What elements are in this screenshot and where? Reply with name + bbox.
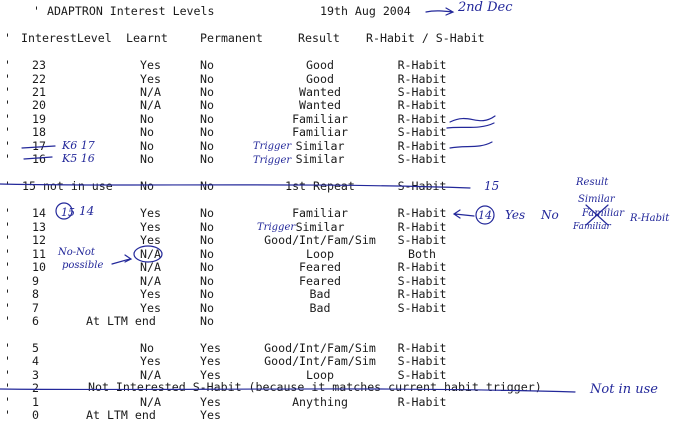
row-16-permanent: No: [200, 152, 214, 166]
row-2-tick: ': [4, 381, 11, 395]
row-14-tick: ': [4, 206, 11, 220]
row-23-habit: R-Habit: [397, 58, 447, 72]
row19-scribble: [450, 116, 495, 122]
row-8-habit: R-Habit: [397, 287, 447, 301]
handwritten-familiar: Familiar: [573, 222, 611, 232]
row-16-tick: ': [4, 152, 11, 166]
handwritten-rhabit: R-Habit: [630, 213, 670, 224]
row-7-habit: S-Habit: [397, 301, 447, 315]
row-22-tick: ': [4, 72, 11, 86]
row-0-interest-level: 0: [32, 408, 39, 422]
row-18-result: Familiar: [292, 125, 348, 139]
row-5-learnt: No: [140, 341, 154, 355]
document-title: ' ADAPTRON Interest Levels: [33, 4, 215, 18]
row-22-permanent: No: [200, 72, 214, 86]
row-9-result: Feared: [299, 274, 341, 288]
row-13-tick: ': [4, 220, 11, 234]
row-18-tick: ': [4, 125, 11, 139]
row-17-interest-level: 17: [32, 139, 46, 153]
row-10-tick: ': [4, 260, 11, 274]
handwritten-trigger-13: Trigger: [257, 222, 296, 233]
row-13-result: Similar: [295, 220, 345, 234]
row-22-learnt: Yes: [140, 72, 161, 86]
row-14-permanent: No: [200, 206, 214, 220]
row-15-habit: S-Habit: [397, 179, 447, 193]
handwritten-row14-14: 14: [79, 204, 95, 218]
row-16-habit: S-Habit: [397, 152, 447, 166]
row-9-habit: S-Habit: [397, 274, 447, 288]
row-9-interest-level: 9: [32, 274, 39, 288]
row-3-interest-level: 3: [32, 368, 39, 382]
header-tick: ': [4, 31, 11, 45]
row-10-learnt: N/A: [140, 260, 161, 274]
row-12-permanent: No: [200, 233, 214, 247]
row-11-habit: Both: [408, 247, 436, 261]
row-10-permanent: No: [200, 260, 214, 274]
row-10-interest-level: 10: [32, 260, 46, 274]
row-4-tick: ': [4, 354, 11, 368]
row-12-tick: ': [4, 233, 11, 247]
row-3-learnt: N/A: [140, 368, 161, 382]
handwritten-trigger-16: Trigger: [253, 155, 292, 166]
row-8-result: Bad: [309, 287, 331, 301]
row-10-habit: R-Habit: [397, 260, 447, 274]
row-12-result: Good/Int/Fam/Sim: [264, 233, 376, 247]
header-result: Result: [298, 31, 340, 45]
row-21-tick: ': [4, 85, 11, 99]
row-11-learnt: N/A: [140, 247, 161, 261]
row-14-learnt: Yes: [140, 206, 161, 220]
row-14-interest-level: 14: [32, 206, 46, 220]
row-8-tick: ': [4, 287, 11, 301]
row-13-learnt: Yes: [140, 220, 161, 234]
arrow-to-row14: [454, 210, 474, 218]
row-17-result: Similar: [295, 139, 345, 153]
handwritten-result: Result: [576, 177, 609, 188]
row-16-interest-level: 16: [32, 152, 46, 166]
row-6-learnt: At LTM end: [86, 314, 156, 328]
row-19-learnt: No: [140, 112, 154, 126]
row-21-habit: S-Habit: [397, 85, 447, 99]
row-17-habit: R-Habit: [397, 139, 447, 153]
row-19-interest-level: 19: [32, 112, 46, 126]
row-4-interest-level: 4: [32, 354, 39, 368]
row-8-interest-level: 8: [32, 287, 39, 301]
row-13-habit: R-Habit: [397, 220, 447, 234]
handwritten-row17: K6 17: [62, 139, 95, 152]
row-9-learnt: N/A: [140, 274, 161, 288]
row-7-learnt: Yes: [140, 301, 161, 315]
row-3-permanent: Yes: [200, 368, 221, 382]
row-0-learnt: At LTM end: [86, 408, 156, 422]
row-20-result: Wanted: [299, 98, 341, 112]
arrow-to-2nd-dec: [426, 8, 453, 15]
row-3-habit: S-Habit: [397, 368, 447, 382]
row-4-permanent: Yes: [200, 354, 221, 368]
row-3-result: Loop: [306, 368, 334, 382]
row-2-interest-level: 2: [32, 381, 39, 395]
row-9-tick: ': [4, 274, 11, 288]
row-20-learnt: N/A: [140, 98, 161, 112]
handwritten-trigger-17: Trigger: [253, 141, 292, 152]
row-10-result: Feared: [299, 260, 341, 274]
row-18-habit: S-Habit: [397, 125, 447, 139]
row-15-learnt: No: [140, 179, 154, 193]
row-8-permanent: No: [200, 287, 214, 301]
row-19-habit: R-Habit: [397, 112, 447, 126]
row-17-permanent: No: [200, 139, 214, 153]
row-15-tick: ': [4, 179, 11, 193]
row-1-permanent: Yes: [200, 395, 221, 409]
row-18-learnt: No: [140, 125, 154, 139]
row-12-habit: S-Habit: [397, 233, 447, 247]
row-22-habit: R-Habit: [397, 72, 447, 86]
handwritten-row15: 15: [484, 179, 500, 193]
row-18-interest-level: 18: [32, 125, 46, 139]
row18-scribble: [447, 123, 494, 128]
row-14-result: Familiar: [292, 206, 348, 220]
row-13-permanent: No: [200, 220, 214, 234]
row-21-learnt: N/A: [140, 85, 161, 99]
row-7-tick: ': [4, 301, 11, 315]
row-1-interest-level: 1: [32, 395, 39, 409]
row-22-result: Good: [306, 72, 334, 86]
row-12-interest-level: 12: [32, 233, 46, 247]
row-11-interest-level: 11: [32, 247, 46, 261]
row-8-learnt: Yes: [140, 287, 161, 301]
header-interest-level: InterestLevel: [21, 31, 112, 45]
row-22-interest-level: 22: [32, 72, 46, 86]
handwritten-row14-15: 15: [61, 206, 75, 219]
row-1-learnt: N/A: [140, 395, 161, 409]
row-11-tick: ': [4, 247, 11, 261]
row-5-habit: R-Habit: [397, 341, 447, 355]
row-21-interest-level: 21: [32, 85, 46, 99]
row-18-permanent: No: [200, 125, 214, 139]
header-permanent: Permanent: [200, 31, 263, 45]
row-4-result: Good/Int/Fam/Sim: [264, 354, 376, 368]
handwritten-circled-14: 14: [478, 209, 492, 222]
handwritten-row16: K5 16: [62, 152, 95, 165]
handwritten-possible: possible: [62, 260, 104, 271]
row-4-learnt: Yes: [140, 354, 161, 368]
handwritten-yes: Yes: [505, 208, 526, 222]
row-13-interest-level: 13: [32, 220, 46, 234]
row-5-interest-level: 5: [32, 341, 39, 355]
row-14-habit: R-Habit: [397, 206, 447, 220]
header-habit: R-Habit / S-Habit: [366, 31, 485, 45]
row-0-permanent: Yes: [200, 408, 221, 422]
row-17-learnt: No: [140, 139, 154, 153]
row-1-tick: ': [4, 395, 11, 409]
row-19-tick: ': [4, 112, 11, 126]
document-date: 19th Aug 2004: [320, 4, 411, 18]
handwritten-similar: Similar: [578, 194, 615, 205]
row-16-learnt: No: [140, 152, 154, 166]
row-2-note: Not Interested S-Habit (because it matches current habit trigger): [88, 380, 542, 394]
row-12-learnt: Yes: [140, 233, 161, 247]
row-5-tick: ': [4, 341, 11, 355]
row-23-permanent: No: [200, 58, 214, 72]
row-9-permanent: No: [200, 274, 214, 288]
row16-scribble: [450, 142, 492, 148]
row-20-habit: R-Habit: [397, 98, 447, 112]
row-23-learnt: Yes: [140, 58, 161, 72]
row-6-tick: ': [4, 314, 11, 328]
row-5-result: Good/Int/Fam/Sim: [264, 341, 376, 355]
header-learnt: Learnt: [126, 31, 168, 45]
row-3-tick: ': [4, 368, 11, 382]
row-23-result: Good: [306, 58, 334, 72]
row-1-result: Anything: [292, 395, 348, 409]
row-11-result: Loop: [306, 247, 334, 261]
row-21-result: Wanted: [299, 85, 341, 99]
handwritten-not-in-use: Not in use: [590, 382, 658, 397]
row-11-permanent: No: [200, 247, 214, 261]
row-23-interest-level: 23: [32, 58, 46, 72]
row-1-habit: R-Habit: [397, 395, 447, 409]
row-6-interest-level: 6: [32, 314, 39, 328]
row-23-tick: ': [4, 58, 11, 72]
row-7-result: Bad: [309, 301, 331, 315]
row-20-interest-level: 20: [32, 98, 46, 112]
row-21-permanent: No: [200, 85, 214, 99]
row-15-result: 1st Repeat: [285, 179, 355, 193]
row-19-result: Familiar: [292, 112, 348, 126]
row-16-result: Similar: [295, 152, 345, 166]
handwritten-no-not: No-Not: [58, 247, 95, 258]
row-7-interest-level: 7: [32, 301, 39, 315]
row-5-permanent: Yes: [200, 341, 221, 355]
row-6-permanent: No: [200, 314, 214, 328]
row-15-interest-level: 15 not in use: [22, 179, 113, 193]
header-handwritten-note: 2nd Dec: [458, 0, 513, 15]
handwritten-familiar-crossed: Familiar: [582, 208, 625, 219]
row-7-permanent: No: [200, 301, 214, 315]
handwritten-no: No: [541, 208, 559, 222]
row-20-permanent: No: [200, 98, 214, 112]
row-4-habit: S-Habit: [397, 354, 447, 368]
row-15-permanent: No: [200, 179, 214, 193]
row-17-tick: ': [4, 139, 11, 153]
row-0-tick: ': [4, 408, 11, 422]
row-19-permanent: No: [200, 112, 214, 126]
arrow-to-row11: [112, 255, 131, 264]
row-20-tick: ': [4, 98, 11, 112]
